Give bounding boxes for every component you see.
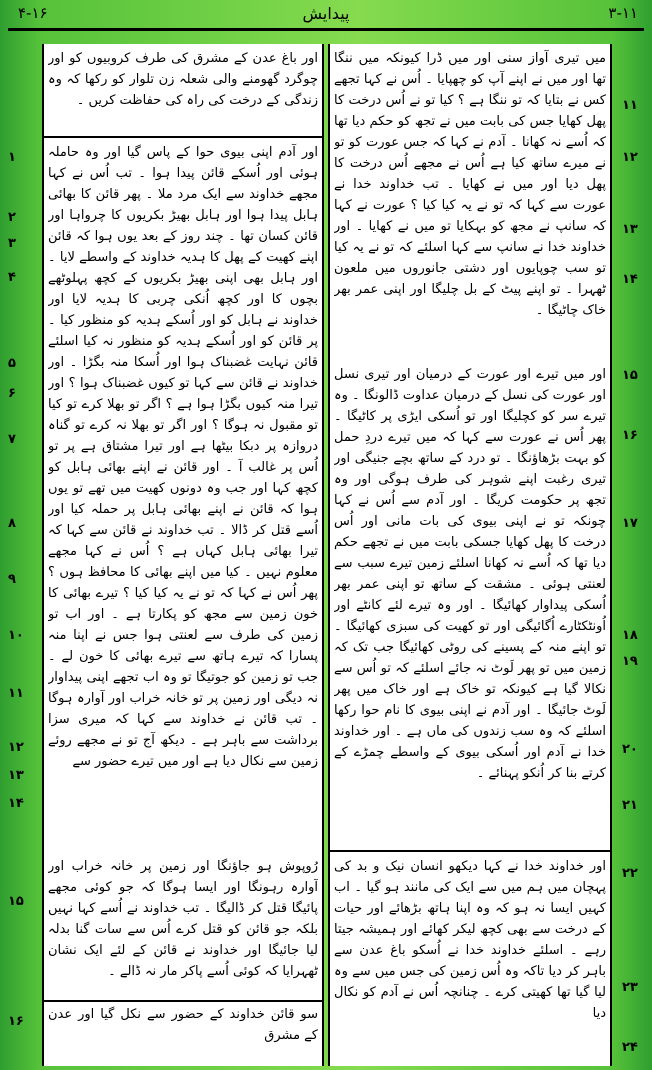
verse-number: ۱۹ [622, 654, 638, 669]
verse-number: ۲۴ [622, 1040, 638, 1055]
verse-number: ۱۵ [8, 894, 24, 909]
verse-number: ۱۱ [8, 686, 24, 701]
rule-center-left [322, 44, 324, 1066]
verse-number: ۱۴ [622, 272, 638, 287]
verse-number: ۱۴ [8, 796, 24, 811]
verse-number: ۹ [8, 572, 16, 587]
passage-left-4: سو قائن خداوند کے حضور سے نکل گیا اور عدن کے مشرق [48, 1007, 318, 1043]
verse-number: ۴ [8, 270, 16, 285]
verse-number: ۱۷ [622, 516, 638, 531]
verse-number: ۲۲ [622, 866, 638, 881]
header-rule [8, 28, 644, 31]
verse-number: ۲ [8, 210, 16, 225]
verse-number: ۱۶ [8, 1014, 24, 1029]
verse-number: ۱۶ [622, 428, 638, 443]
verse-number: ۶ [8, 386, 16, 401]
verse-number: ۷ [8, 432, 16, 447]
verse-number: ۲۰ [622, 742, 638, 757]
verse-number: ۱۸ [622, 628, 638, 643]
passage-right-1: میں تیری آواز سنی اور میں ڈرا کیونکہ میں ننگا تھا اور میں نے اپنے آپ کو چھپایا ۔ اُس نے کہا تجھے کس نے بتایا کہ تو ننگا ہے ؟ کیا تو نے اُس درخت کا پھل کھایا جس کی بابت میں نے تجھ کو حکم دیا تھا کہ اُسے نہ کھانا ۔ آدم نے کہا کہ جس عورت کو تو نے میرے ساتھ کیا ہے اُس نے مجھے اُس درخت کا پھل دیا اور میں نے کھایا ۔ تب خداوند خدا نے عورت سے کہا کہ تو نے یہ کیا کیا ؟ عورت نے کہا کہ سانپ نے مجھ کو بہکایا تو میں نے کھایا ۔ اور خداوند خدا نے سانپ سے کہا اسلئے کہ تو نے یہ کیا تو سب چوپایوں اور دشتی جانوروں میں ملعون ٹھہرا ۔ تو اپنے پیٹ کے بل چلیگا اور اپنی عمر بھر خاک چاٹیگا ۔ [334, 51, 606, 318]
divider-left-bottom [42, 1000, 323, 1002]
verse-number: ۱۱ [622, 98, 638, 113]
verse-number: ۲۱ [622, 798, 638, 813]
chapter-range-right: ۳-۱۱ [608, 4, 638, 22]
verse-number: ۲۳ [622, 980, 638, 995]
verse-number: ۱ [8, 150, 16, 165]
verse-number: ۸ [8, 516, 16, 531]
passage-left-1: اور باغ عدن کے مشرق کی طرف کروبیوں کو اور چوگرد گھومنے والی شعلہ زن تلوار کو رکھا کہ وہ زندگی کے درخت کی راہ کی حفاظت کریں ۔ [48, 51, 318, 108]
verse-number: ۱۲ [622, 150, 638, 165]
page-header [0, 0, 652, 42]
rule-right-outer [610, 44, 612, 1066]
book-title: پیدایش [302, 4, 350, 23]
verse-number: ۱۳ [622, 222, 638, 237]
passage-right-3: اور خداوند خدا نے کہا دیکھو انسان نیک و بد کی پہچان میں ہم میں سے ایک کی مانند ہو گیا ۔ اب کہیں ایسا نہ ہو کہ وہ اپنا ہاتھ بڑھائے اور حیات کے درخت سے بھی کچھ لیکر کھائے اور ہمیشہ جیتا رہے ۔ اسلئے خداوند خدا نے اُسکو باغ عدن سے باہر کر دیا تاکہ وہ اُس زمین کی جس میں سے وہ لیا گیا تھا کھیتی کرے ۔ چنانچہ اُس نے آدم کو نکال دیا [334, 859, 606, 1021]
verse-number: ۵ [8, 356, 16, 371]
rule-left-outer [42, 44, 44, 1066]
passage-left-2: اور آدم اپنی بیوی حوا کے پاس گیا اور وہ حاملہ ہوئی اور اُسکے قائن پیدا ہوا ۔ تب اُس نے کہا مجھے خداوند سے ایک مرد ملا ۔ پھر قائن کا بھائی ہابل پیدا ہوا اور ہابل بھیڑ بکریوں کا چرواہا اور قائن کسان تھا ۔ چند روز کے بعد یوں ہوا کہ قائن اپنے کھیت کے پھل کا ہدیہ خداوند کے واسطے لایا ۔ اور ہابل بھی اپنی بھیڑ بکریوں کے کچھ پہلوٹھے بچوں کا اور کچھ اُنکی چربی کا ہدیہ لایا اور خداوند نے ہابل کو اور اُسکے ہدیہ کو منظور کیا ۔ پر قائن کو اور اُسکے ہدیہ کو منظور نہ کیا اسلئے قائن نہایت غضبناک ہوا اور اُسکا منہ بگڑا ۔ اور خداوند نے قائن سے کہا تو کیوں غضبناک ہوا ؟ اور تیرا منہ کیوں بگڑا ہوا ہے ؟ اگر تو بھلا کرے تو کیا تو مقبول نہ ہوگا ؟ اور اگر تو بھلا نہ کرے تو گناہ دروازہ پر دبکا بیٹھا ہے اور تیرا مشتاق ہے پر تو اُس پر غالب آ ۔ اور قائن نے اپنے بھائی ہابل کو کچھ کہا اور جب وہ دونوں کھیت میں تھے تو یوں ہوا کہ قائن نے اپنے بھائی ہابل پر حملہ کیا اور اُسے قتل کر ڈالا ۔ تب خداوند نے قائن سے کہا کہ تیرا بھائی ہابل کہاں ہے ؟ اُس نے کہا مجھے معلوم نہیں ۔ کیا میں اپنے بھائی کا محافظ ہوں ؟ پھر اُس نے کہا کہ تو نے یہ کیا کیا ؟ تیرے بھائی کا خون زمین سے مجھ کو پکارتا ہے ۔ اور اب تو زمین کی طرف سے لعنتی ہوا جس نے اپنا منہ پسارا کہ تیرے ہاتھ سے تیرے بھائی کا خون لے ۔ جب تو زمین کو جوتیگا تو وہ اب تجھے اپنی پیداوار نہ دیگی اور زمین پر تو خانہ خراب اور آوارہ ہوگا ۔ تب قائن نے خداوند سے کہا کہ میری سزا برداشت سے باہر ہے ۔ دیکھ آج تو نے مجھے روئے زمین سے نکال دیا ہے اور میں تیرے حضور سے [48, 145, 318, 769]
divider-left-top [42, 136, 323, 138]
passage-right-2: اور میں تیرے اور عورت کے درمیان اور تیری نسل اور عورت کی نسل کے درمیان عداوت ڈالونگا ۔ وہ تیرے سر کو کچلیگا اور تو اُسکی ایڑی پر کاٹیگا ۔ پھر اُس نے عورت سے کہا کہ میں تیرے دردِ حمل کو بہت بڑھاؤنگا ۔ تو درد کے ساتھ بچے جنیگی اور تیری رغبت اپنے شوہر کی طرف ہوگی اور وہ تجھ پر حکومت کریگا ۔ اور آدم سے اُس نے کہا چونکہ تو نے اپنی بیوی کی بات مانی اور اُس درخت کا پھل کھایا جسکی بابت میں نے تجھے حکم دیا تھا کہ اُسے نہ کھانا اسلئے زمین تیرے سبب سے لعنتی ہوئی ۔ مشقت کے ساتھ تو اپنی عمر بھر اُسکی پیداوار کھائیگا ۔ اور وہ تیرے لئے کانٹے اور اُونٹکٹارے اُگائیگی اور تو کھیت کی سبزی کھائیگا ۔ تو اپنے منہ کے پسینے کی روٹی کھائیگا جب تک کہ زمین میں تو پھر لَوٹ نہ جائے اسلئے کہ تو اُس سے نکالا گیا ہے کیونکہ تو خاک ہے اور خاک میں پھر لَوٹ جائیگا ۔ اور آدم نے اپنی بیوی کا نام حوا رکھا اسلئے کہ وہ سب زندوں کی ماں ہے ۔ اور خداوند خدا نے آدم اور اُسکی بیوی کے واسطے چمڑے کے کرتے بنا کر اُنکو پہنائے ۔ [334, 367, 606, 781]
verse-number: ۱۵ [622, 368, 638, 383]
verse-number: ۳ [8, 236, 16, 251]
rule-center-right [328, 44, 330, 1066]
chapter-range-left: ۴-۱۶ [18, 4, 48, 22]
passage-left-3: رُوپوش ہو جاؤنگا اور زمین پر خانہ خراب اور آوارہ رہونگا اور ایسا ہوگا کہ جو کوئی مجھے پائیگا قتل کر ڈالیگا ۔ تب خداوند نے اُسے کہا نہیں بلکہ جو قائن کو قتل کرے اُس سے سات گنا بدلہ لیا جائیگا اور خداوند نے قائن کے لئے ایک نشان ٹھہرایا کہ کوئی اُسے پاکر مار نہ ڈالے ۔ [48, 859, 318, 979]
verse-number: ۱۳ [8, 768, 24, 783]
verse-number: ۱۰ [8, 628, 24, 643]
divider-right-mid [328, 850, 612, 852]
verse-number: ۱۲ [8, 740, 24, 755]
